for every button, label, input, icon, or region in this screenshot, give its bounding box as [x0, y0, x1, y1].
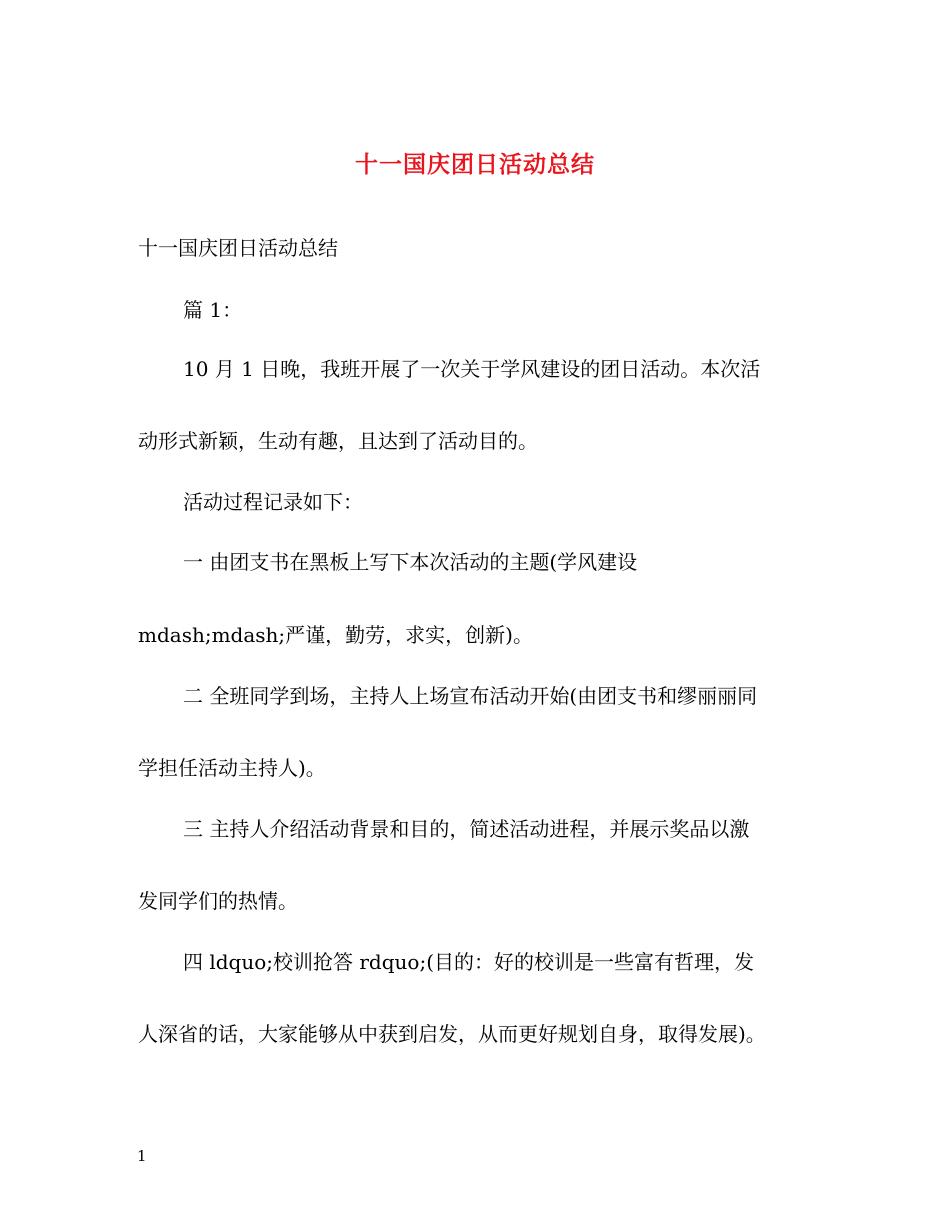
section-label: 篇 1：: [183, 298, 243, 322]
document-title: 十一国庆团日活动总结: [355, 152, 595, 178]
paragraph-line: 活动过程记录如下：: [183, 490, 363, 514]
page-number: 1: [137, 1147, 147, 1165]
paragraph-line: 学担任活动主持人)。: [138, 756, 326, 780]
paragraph-line: 动形式新颖，生动有趣，且达到了活动目的。: [138, 429, 538, 453]
paragraph-line: 四 ldquo;校训抢答 rdquo;(目的：好的校训是一些富有哲理，发: [183, 950, 755, 974]
paragraph-line: mdash;mdash;严谨，勤劳，求实，创新)。: [138, 623, 533, 647]
paragraph-line: 发同学们的热情。: [138, 889, 298, 913]
paragraph-line: 人深省的话，大家能够从中获到启发，从而更好规划自身，取得发展)。: [138, 1022, 766, 1046]
paragraph-line: 一 由团支书在黑板上写下本次活动的主题(学风建设: [183, 550, 638, 574]
paragraph-line: 三 主持人介绍活动背景和目的，简述活动进程，并展示奖品以激: [183, 817, 750, 841]
paragraph-line: 二 全班同学到场，主持人上场宣布活动开始(由团支书和缪丽丽同: [183, 684, 758, 708]
subtitle-line: 十一国庆团日活动总结: [138, 236, 338, 260]
paragraph-line: 10 月 1 日晚，我班开展了一次关于学风建设的团日活动。本次活: [183, 357, 761, 381]
